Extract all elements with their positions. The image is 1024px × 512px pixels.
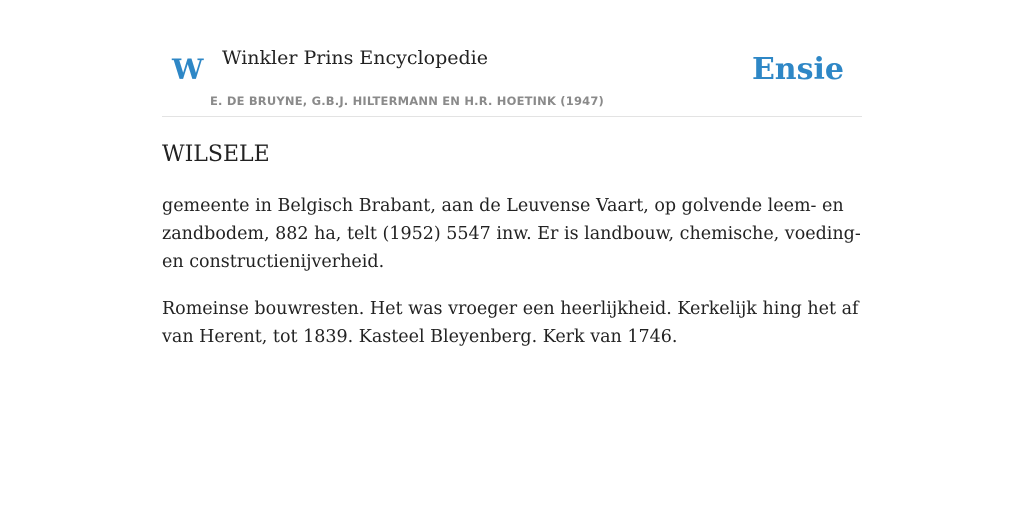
entry-title: WILSELE: [162, 142, 270, 167]
encyclopedia-entry: [162, 138, 862, 370]
book-title: Winkler Prins Encyclopedie: [222, 47, 488, 69]
book-authors: E. DE BRUYNE, G.B.J. HILTERMANN EN H.R. HOETINK (1947): [210, 94, 605, 108]
book-logo-link[interactable]: W: [172, 53, 204, 86]
ensie-brand-link[interactable]: Ensie: [751, 52, 844, 87]
entry-paragraph: gemeente in Belgisch Brabant, aan de Leuvense Vaart, op golvende leem- en zandbodem, 882 ha, telt (1952) 5547 inw. Er is landbouw, chemische, voeding- en constructienijverheid.: [162, 196, 861, 272]
book-header: [162, 40, 862, 117]
entry-paragraph: Romeinse bouwresten. Het was vroeger een heerlijkheid. Kerkelijk hing het af van Herent, tot 1839. Kasteel Bleyenberg. Kerk van 1746.: [162, 299, 859, 347]
